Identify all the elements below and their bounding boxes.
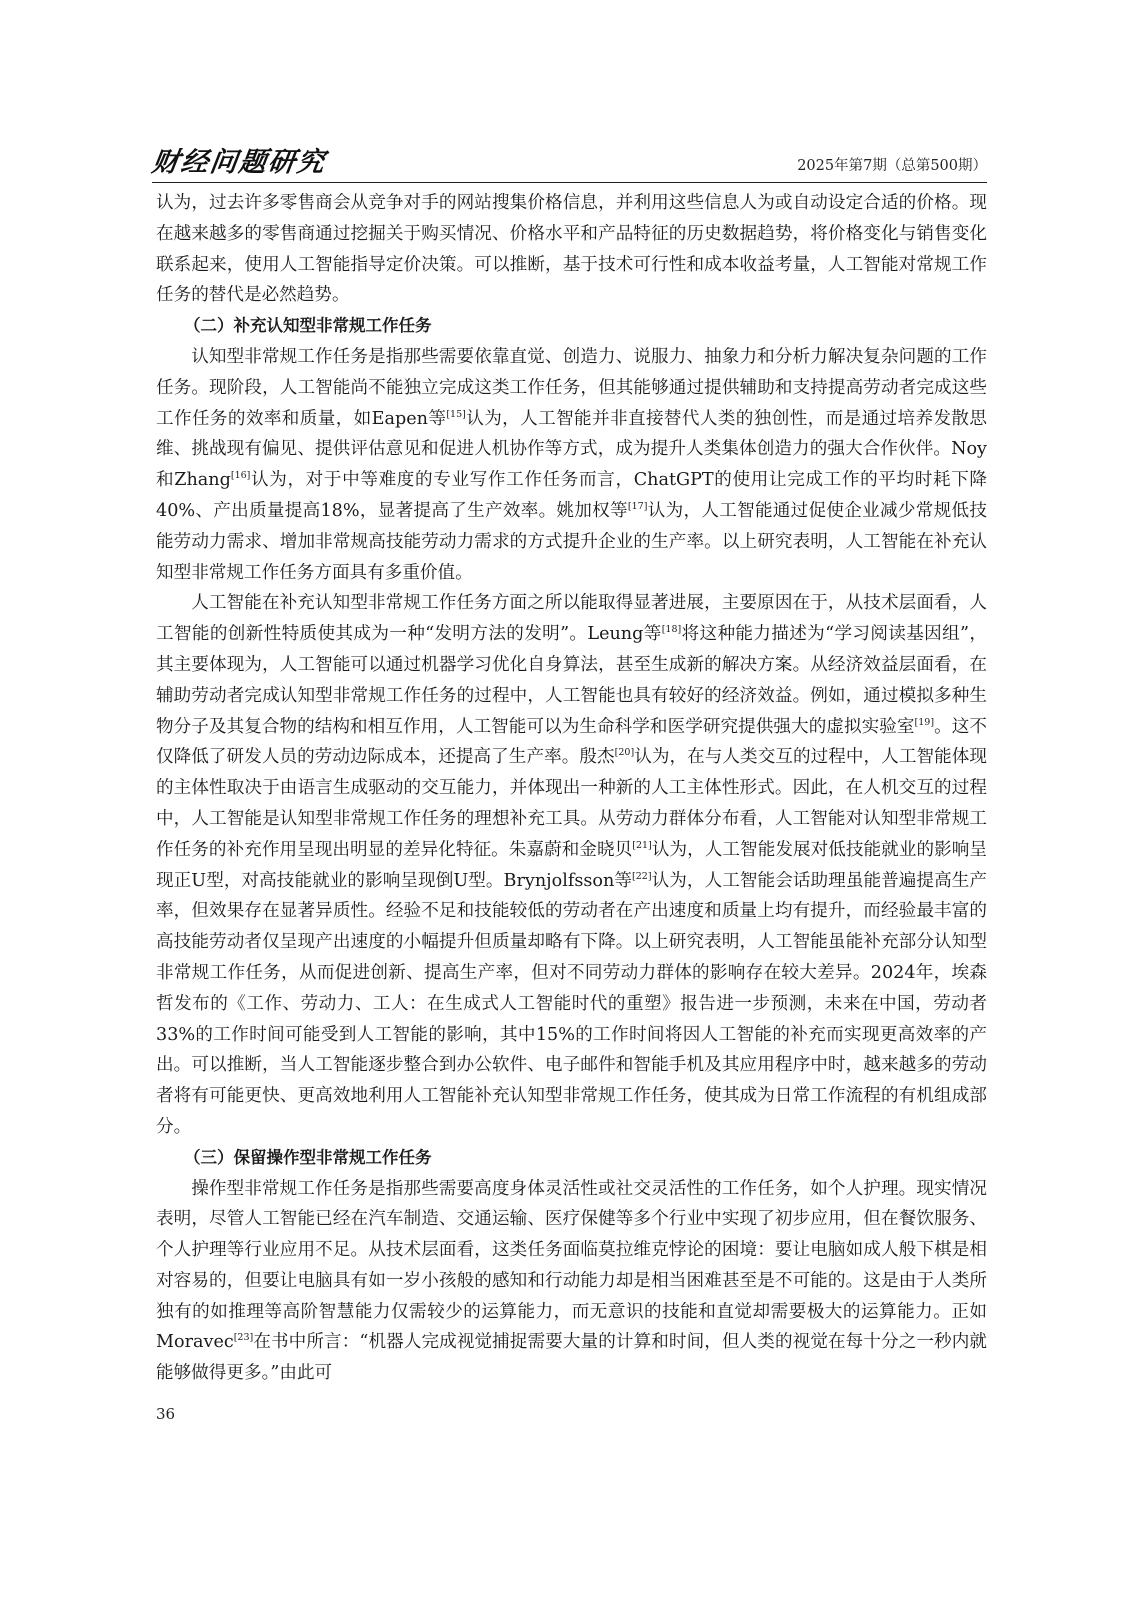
citation: [17] xyxy=(627,501,648,513)
citation: [19] xyxy=(914,716,935,728)
journal-logo: 财经问题研究 xyxy=(149,147,329,178)
issue-info: 2025年第7期（总第500期） xyxy=(797,158,987,174)
citation: [18] xyxy=(661,624,682,636)
section-heading-2: （二）补充认知型非常规工作任务 xyxy=(184,316,432,336)
citation: [20] xyxy=(614,747,635,759)
paragraph-2: 认知型非常规工作任务是指那些需要依靠直觉、创造力、说服力、抽象力和分析力解决复杂问题的工作任务。现阶段，人工智能尚不能独立完成这类工作任务，但其能够通过提供辅助和支持提高劳动者完成这些工作任务的效率和质量，如Eapen等[15]认为，人工智能并非直接替代人类的独创性，而是通过培养发散思维、挑战现有偏见、提供评估意见和促进人机协作等方式，成为提升人类集体创造力的强大合作伙伴。Noy和Zhang[16]认为，对于中等难度的专业写作工作任务而言，ChatGPT的使用让完成工作的平均时耗下降40%、产出质量提高18%，显著提高了生产效率。姚加权等[17]认为，人工智能通过促使企业减少常规低技能劳动力需求、增加非常规高技能劳动力需求的方式提升企业的生产率。以上研究表明，人工智能在补充认知型非常规工作任务方面具有多重价值。 xyxy=(156,346,988,583)
paragraph-1: 认为，过去许多零售商会从竞争对手的网站搜集价格信息，并利用这些信息人为或自动设定合适的价格。现在越来越多的零售商通过挖掘关于购买情况、价格水平和产品特征的历史数据趋势，将价格变化与销售变化联系起来，使用人工智能指导定价决策。可以推断，基于技术可行性和成本收益考量，人工智能对常规工作任务的替代是必然趋势。 xyxy=(156,193,987,306)
section-heading-3: （三）保留操作型非常规工作任务 xyxy=(184,1147,432,1167)
paragraph-3: 人工智能在补充认知型非常规工作任务方面之所以能取得显著进展，主要原因在于，从技术层面看，人工智能的创新性特质使其成为一种“发明方法的发明”。Leung等[18]将这种能力描述为“学习阅读基因组”，其主要体现为，人工智能可以通过机器学习优化自身算法，甚至生成新的解决方案。从经济效益层面看，在辅助劳动者完成认知型非常规工作任务的过程中，人工智能也具有较好的经济效益。例如，通过模拟多种生物分子及其复合物的结构和相互作用，人工智能可以为生命科学和医学研究提供强大的虚拟实验室[19]。这不仅降低了研发人员的劳动边际成本，还提高了生产率。殷杰[20]认为，在与人类交互的过程中，人工智能体现的主体性取决于由语言生成驱动的交互能力，并体现出一种新的人工主体性形式。因此，在人机交互的过程中，人工智能是认知型非常规工作任务的理想补充工具。从劳动力群体分布看，人工智能对认知型非常规工作任务的补充作用呈现出明显的差异化特征。朱嘉蔚和金晓贝[21]认为，人工智能发展对低技能就业的影响呈现正U型，对高技能就业的影响呈现倒U型。Brynjolfsson等[22]认为，人工智能会话助理虽能普遍提高生产率，但效果存在显著异质性。经验不足和技能较低的劳动者在产出速度和质量上均有提升，而经验最丰富的高技能劳动者仅呈现产出速度的小幅提升但质量却略有下降。以上研究表明，人工智能虽能补充部分认知型非常规工作任务，从而促进创新、提高生产率，但对不同劳动力群体的影响存在较大差异。2024年，埃森哲发布的《工作、劳动力、工人：在生成式人工智能时代的重塑》报告进一步预测，未来在中国，劳动者33%的工作时间可能受到人工智能的影响，其中15%的工作时间将因人工智能的补充而实现更高效率的产出。可以推断，当人工智能逐步整合到办公软件、电子邮件和智能手机及其应用程序中时，越来越多的劳动者将有可能更快、更高效地利用人工智能补充认知型非常规工作任务，使其成为日常工作流程的有机组成部分。 xyxy=(156,593,987,1137)
citation: [16] xyxy=(230,470,251,482)
paragraph-4: 操作型非常规工作任务是指那些需要高度身体灵活性或社交灵活性的工作任务，如个人护理。现实情况表明，尽管人工智能已经在汽车制造、交通运输、医疗保健等多个行业中实现了初步应用，但在餐饮服务、个人护理等行业应用不足。从技术层面看，这类任务面临莫拉维克悖论的困境：要让电脑如成人般下棋是相对容易的，但要让电脑具有如一岁小孩般的感知和行动能力却是相当困难甚至是不可能的。这是由于人类所独有的如推理等高阶智慧能力仅需较少的运算能力，而无意识的技能和直觉却需要极大的运算能力。正如Moravec[23]在书中所言：“机器人完成视觉捕捉需要大量的计算和时间，但人类的视觉在每十分之一秒内就能够做得更多。”由此可 xyxy=(156,1178,987,1384)
citation: [23] xyxy=(233,1332,254,1344)
citation: [15] xyxy=(446,408,466,420)
article-body xyxy=(156,188,987,1389)
citation: [21] xyxy=(632,839,652,851)
page-number: 36 xyxy=(156,1405,176,1423)
page-header xyxy=(149,147,987,183)
citation: [22] xyxy=(632,870,652,882)
